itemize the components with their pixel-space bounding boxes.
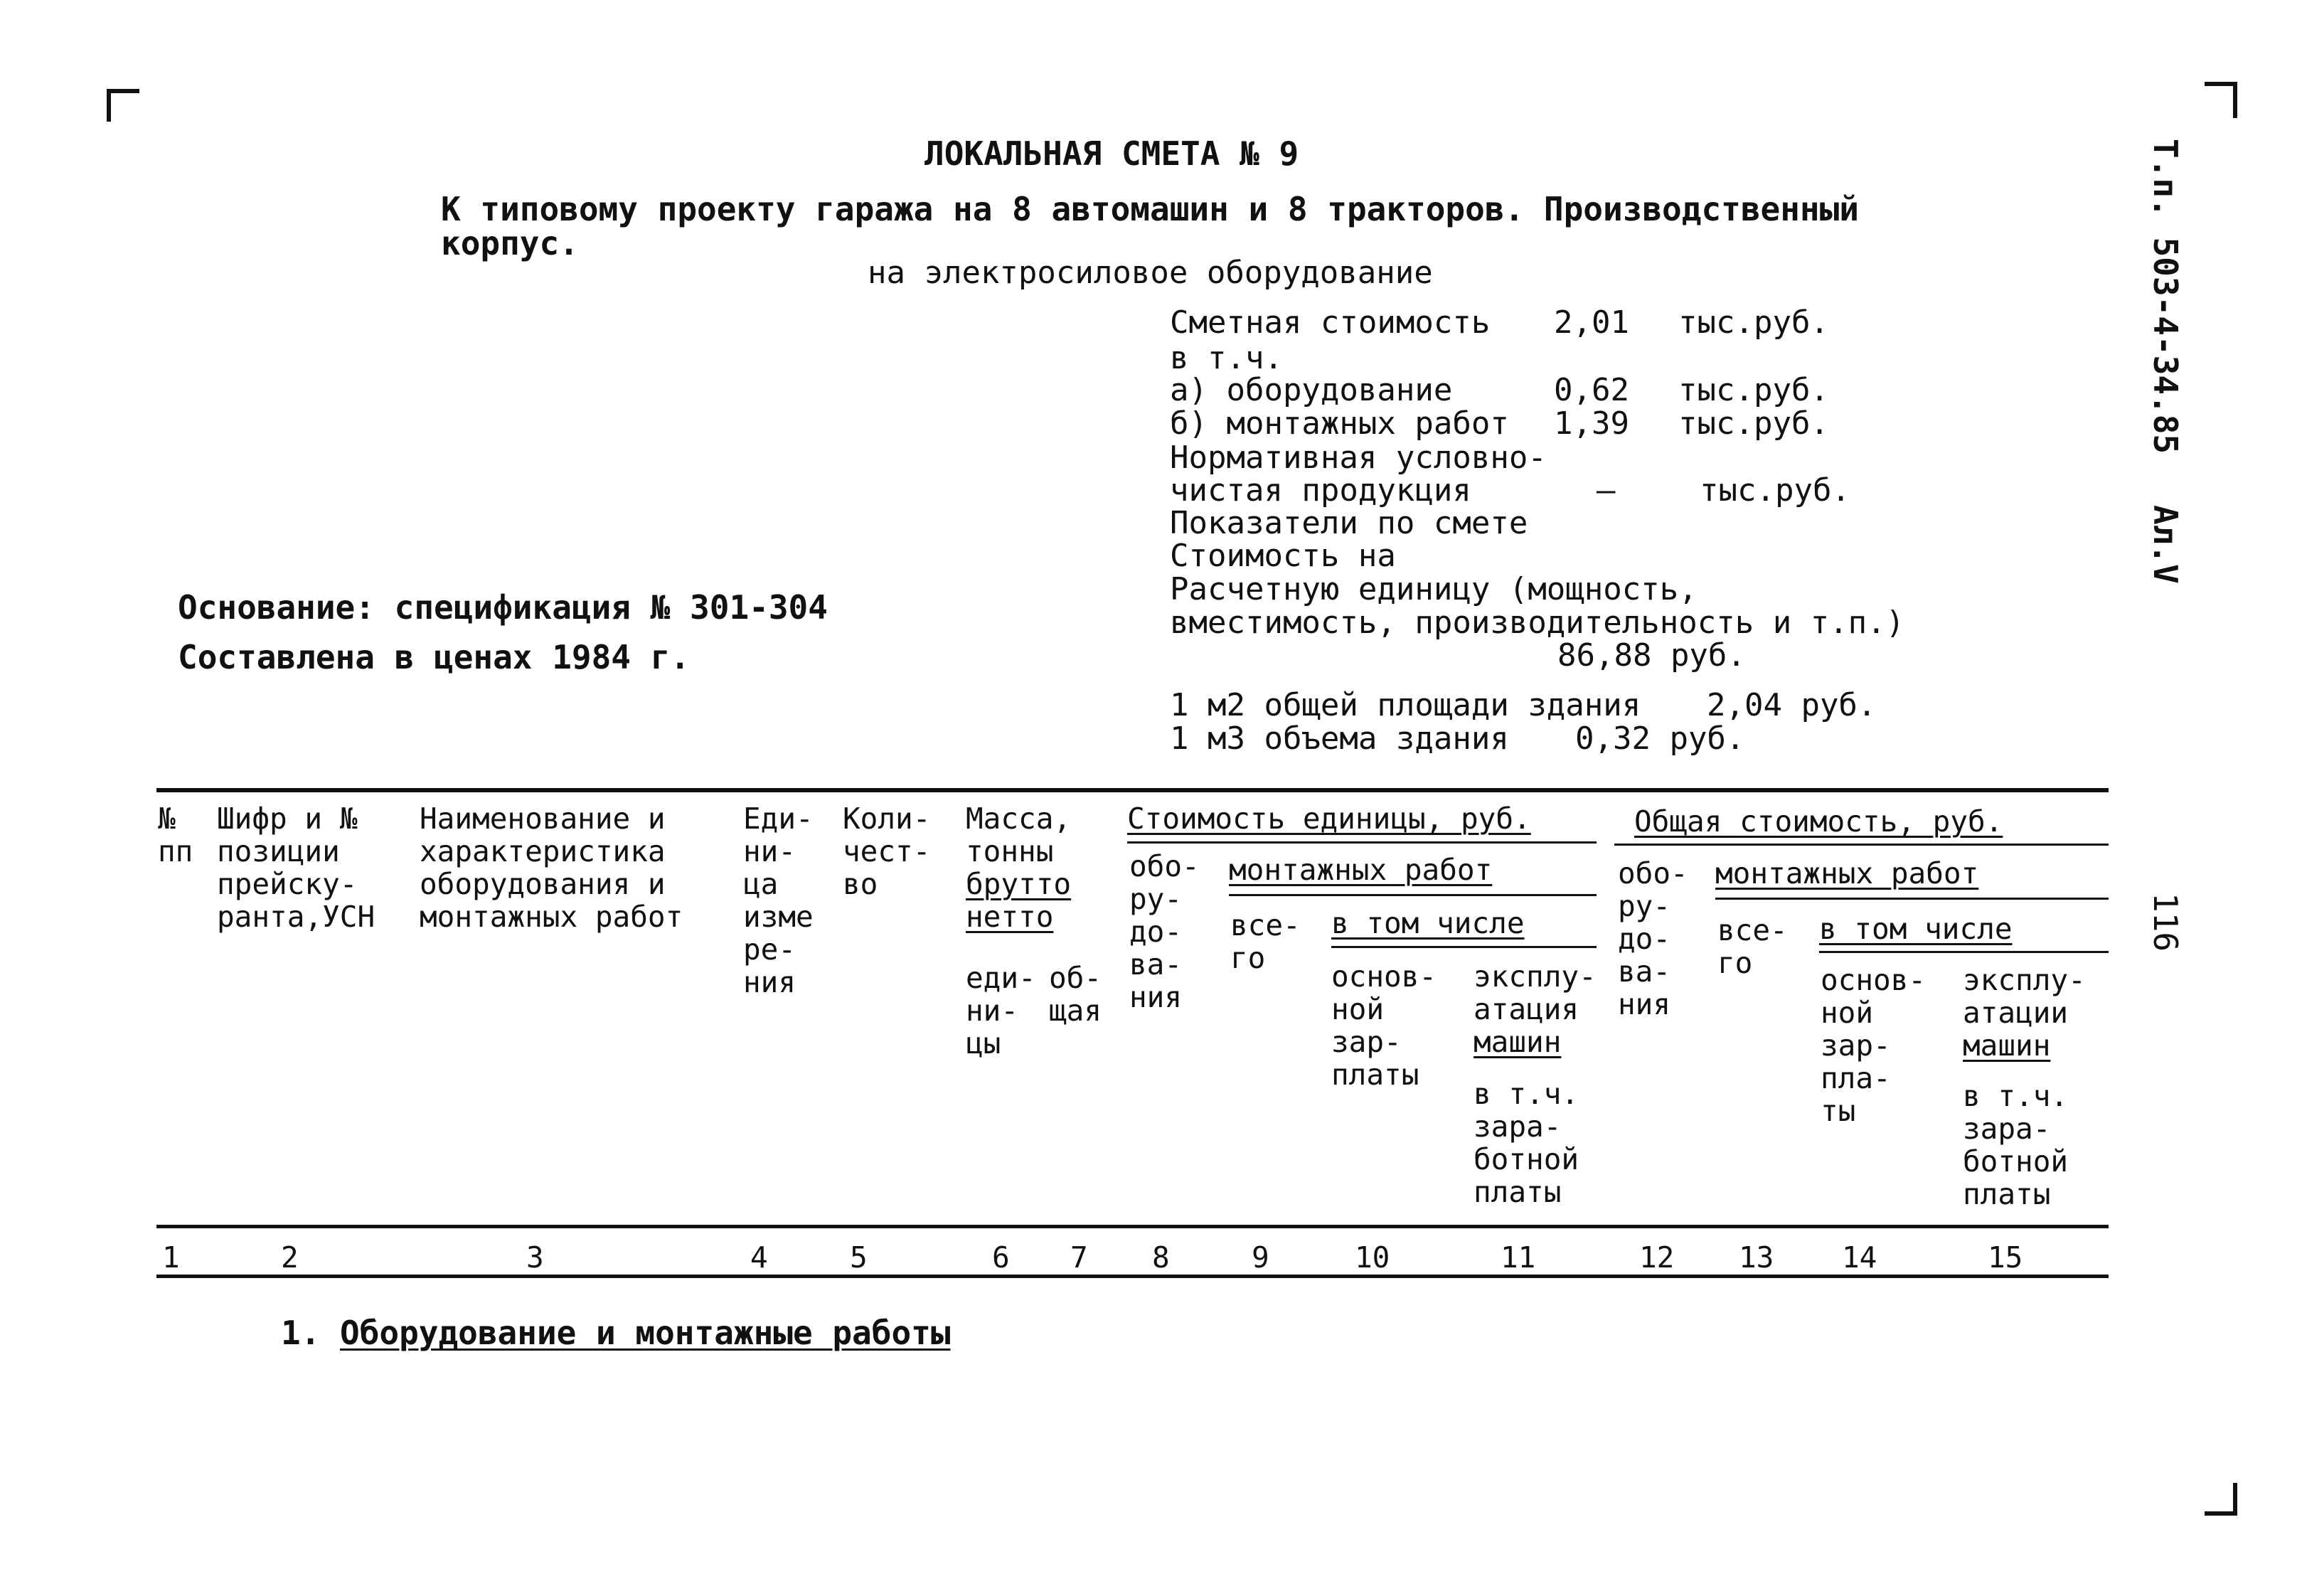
mass-gross: брутто	[966, 867, 1072, 901]
cost-per-label: Стоимость на	[1170, 538, 1396, 574]
mass-header: Масса, тонны брутто нетто	[966, 802, 1072, 934]
col-num-14: 14	[1842, 1240, 1877, 1275]
equip-value: 0,62	[1554, 372, 1629, 408]
norm-value: –	[1597, 472, 1616, 509]
col-num-1: 1	[162, 1240, 180, 1275]
total-incl-rule	[1819, 951, 2109, 953]
total-incl-salary: в т.ч. зара- ботной платы	[1963, 1079, 2069, 1211]
unit-incl-salary: в т.ч. зара- ботной платы	[1474, 1077, 1579, 1209]
col-num-5: 5	[850, 1240, 868, 1275]
install-label: б) монтажных работ	[1170, 405, 1509, 442]
norm-label-1: Нормативная условно-	[1170, 440, 1547, 476]
col-num-2: 2	[281, 1240, 299, 1275]
total-install-total: все- го	[1717, 913, 1788, 980]
calc-unit-line-1: Расчетную единицу (мощность,	[1170, 571, 1698, 607]
col-num-3: 3	[526, 1240, 544, 1275]
page-number: 116	[2146, 893, 2185, 952]
calc-unit-line-2: вместимость, производительность и т.п.)	[1170, 605, 1905, 641]
calc-unit-value: 86,88 руб.	[1557, 637, 1746, 674]
col-1-header: № пп	[158, 802, 193, 868]
total-cost-rule	[1614, 844, 2109, 846]
incl-label: в т.ч.	[1170, 340, 1283, 376]
col-num-6: 6	[992, 1240, 1010, 1275]
album-label: Ал.V	[2146, 505, 2185, 584]
norm-label-2: чистая продукция	[1170, 472, 1471, 509]
unit-install-title: монтажных работ	[1229, 853, 1493, 887]
mass-total-header: об- щая	[1049, 961, 1102, 1028]
unit-install-total: все- го	[1230, 908, 1301, 975]
cost-value: 2,01	[1554, 304, 1629, 341]
col-num-12: 12	[1639, 1240, 1675, 1275]
equip-unit: тыс.руб.	[1678, 372, 1829, 408]
prices-line: Составлена в ценах 1984 г.	[178, 638, 691, 676]
basis-line: Основание: спецификация № 301-304	[178, 588, 828, 627]
unit-machine-ops: эксплу- атация машин	[1474, 959, 1597, 1059]
install-value: 1,39	[1554, 405, 1629, 442]
col-num-8: 8	[1152, 1240, 1170, 1275]
unit-incl-rule	[1331, 946, 1597, 948]
m3-value: 0,32 руб.	[1575, 720, 1745, 757]
col-num-13: 13	[1739, 1240, 1774, 1275]
total-machine-ops: эксплу- атации машин	[1963, 963, 2086, 1063]
mass-unit-header: еди- ни- цы	[966, 961, 1036, 1060]
col-num-10: 10	[1355, 1240, 1390, 1275]
subject-line: на электросиловое оборудование	[868, 255, 1433, 291]
mass-net: нетто	[966, 900, 1054, 934]
corner-mark-bottom-right	[2205, 1483, 2237, 1516]
unit-cost-title: Стоимость единицы, руб.	[1127, 802, 1531, 836]
unit-install-rule	[1229, 894, 1597, 896]
col-num-11: 11	[1501, 1240, 1536, 1275]
col-num-7: 7	[1070, 1240, 1088, 1275]
m2-value: 2,04 руб.	[1707, 687, 1877, 723]
unit-base-salary: основ- ной зар- платы	[1331, 959, 1437, 1092]
install-unit: тыс.руб.	[1678, 405, 1829, 442]
col-5-header: Коли- чест- во	[843, 802, 931, 901]
m2-label: 1 м2 общей площади здания	[1170, 687, 1641, 723]
subtitle-line-1: К типовому проекту гаража на 8 автомашин и 8 тракторов. Производственный	[441, 190, 1859, 228]
total-install-title: монтажных работ	[1715, 856, 1979, 890]
col-4-header: Еди- ни- ца изме ре- ния	[743, 802, 814, 999]
corner-mark-top-right	[2205, 82, 2237, 118]
total-base-salary: основ- ной зар- пла- ты	[1821, 963, 1927, 1128]
total-install-rule	[1715, 898, 2109, 900]
col-num-15: 15	[1988, 1240, 2023, 1275]
m3-label: 1 м3 объема здания	[1170, 720, 1509, 757]
col-num-9: 9	[1252, 1240, 1269, 1275]
unit-incl-title: в том числе	[1331, 906, 1525, 940]
col-3-header: Наименование и характеристика оборудования и монтажных работ	[420, 802, 683, 934]
col-num-4: 4	[750, 1240, 768, 1275]
subtitle-line-2: корпус.	[441, 224, 579, 262]
unit-equipment-header: обо- ру- до- ва- ния	[1129, 849, 1200, 1014]
corner-mark-top-left	[107, 89, 139, 122]
section-title: Оборудование и монтажные работы	[340, 1314, 951, 1352]
col-2-header: Шифр и № позиции прейску- ранта,УСН	[217, 802, 375, 934]
doc-code: Т.п. 503-4-34.85	[2146, 139, 2185, 454]
table-header-bottom-rule	[156, 1225, 2109, 1228]
indicators-label: Показатели по смете	[1170, 505, 1528, 541]
norm-unit: тыс.руб.	[1700, 472, 1850, 509]
cost-label: Сметная стоимость	[1170, 304, 1491, 341]
total-cost-title: Общая стоимость, руб.	[1634, 804, 2003, 839]
page-title: ЛОКАЛЬНАЯ СМЕТА № 9	[924, 134, 1299, 173]
column-numbers-bottom-rule	[156, 1275, 2109, 1278]
total-incl-title: в том числе	[1819, 912, 2013, 946]
section-number: 1.	[281, 1314, 321, 1352]
equip-label: а) оборудование	[1170, 372, 1453, 408]
total-equipment-header: обо- ру- до- ва- ния	[1618, 856, 1688, 1021]
table-top-rule	[156, 788, 2109, 792]
unit-cost-rule	[1127, 841, 1597, 844]
cost-unit: тыс.руб.	[1678, 304, 1829, 341]
